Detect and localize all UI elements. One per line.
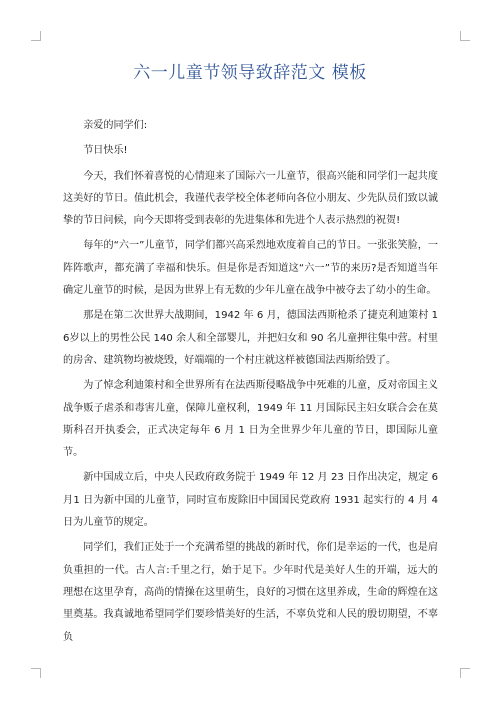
paragraph: 每年的“六一”儿童节，同学们都兴高采烈地欢度着自己的节日。一张张笑脸，一阵阵歌声，都充满了幸福和快乐。但是你是否知道这“六一”节的来历?是否知道当年确定儿童节的时候，是因为世界上有无数的少年儿童在战争中被夺去了幼小的生命。 — [63, 240, 438, 297]
paragraph: 那是在第二次世界大战期间，1942 年 6 月，德国法西斯枪杀了捷克利迪策村 16岁以上的男性公民 140 余人和全部婴儿，并把妇女和 90 名儿童押往集中营。村里的房舍、建筑物均被烧毁，好端端的一个村庄就这样被德国法西斯给毁了。 — [63, 310, 438, 366]
document-title: 六一儿童节领导致辞范文 模板 — [133, 63, 367, 83]
paragraph: 同学们，我们正处于一个充满希望的挑战的新时代，你们是幸运的一代，也是肩负重担的一代。古人言:千里之行，始于足下。少年时代是美好人生的开端，远大的理想在这里孕育，高尚的情操在这里萌生，良好的习惯在这里养成，生命的辉煌在这里奠基。我真诚地希望同学们要珍惜美好的生活，不辜负党和人民的殷切期望，不辜负 — [63, 542, 438, 643]
paragraph: 为了悼念利迪策村和全世界所有在法西斯侵略战争中死难的儿童，反对帝国主义战争贩子虐杀和毒害儿童，保障儿童权利，1949 年 11 月国际民主妇女联合会在莫斯科召开执委会，正式决定每年 6 月 1 日为全世界少年儿童的节日，即国际儿童节。 — [63, 380, 438, 459]
page-corner-mark-bottom-right — [460, 668, 470, 678]
greeting: 节日快乐! — [83, 145, 128, 157]
page-corner-mark-bottom-left — [31, 668, 41, 678]
paragraph: 新中国成立后，中央人民政府政务院于 1949 年 12 月 23 日作出决定，规定 6 月1 日为新中国的儿童节，同时宣布废除旧中国国民党政府 1931 起实行的 4 月 4 日为儿童节的规定。 — [63, 472, 438, 529]
page-corner-mark-top-right — [460, 31, 470, 41]
page-corner-mark-top-left — [31, 31, 41, 41]
salutation: 亲爱的同学们: — [83, 120, 148, 131]
document-body — [63, 115, 438, 652]
paragraph: 今天，我们怀着喜悦的心情迎来了国际六一儿童节，很高兴能和同学们一起共度这美好的节日。值此机会，我谨代表学校全体老师向各位小朋友、少先队员们致以诚挚的节日问候，向今天即将受到表彰的先进集体和先进个人表示热烈的祝贺! — [63, 170, 438, 227]
